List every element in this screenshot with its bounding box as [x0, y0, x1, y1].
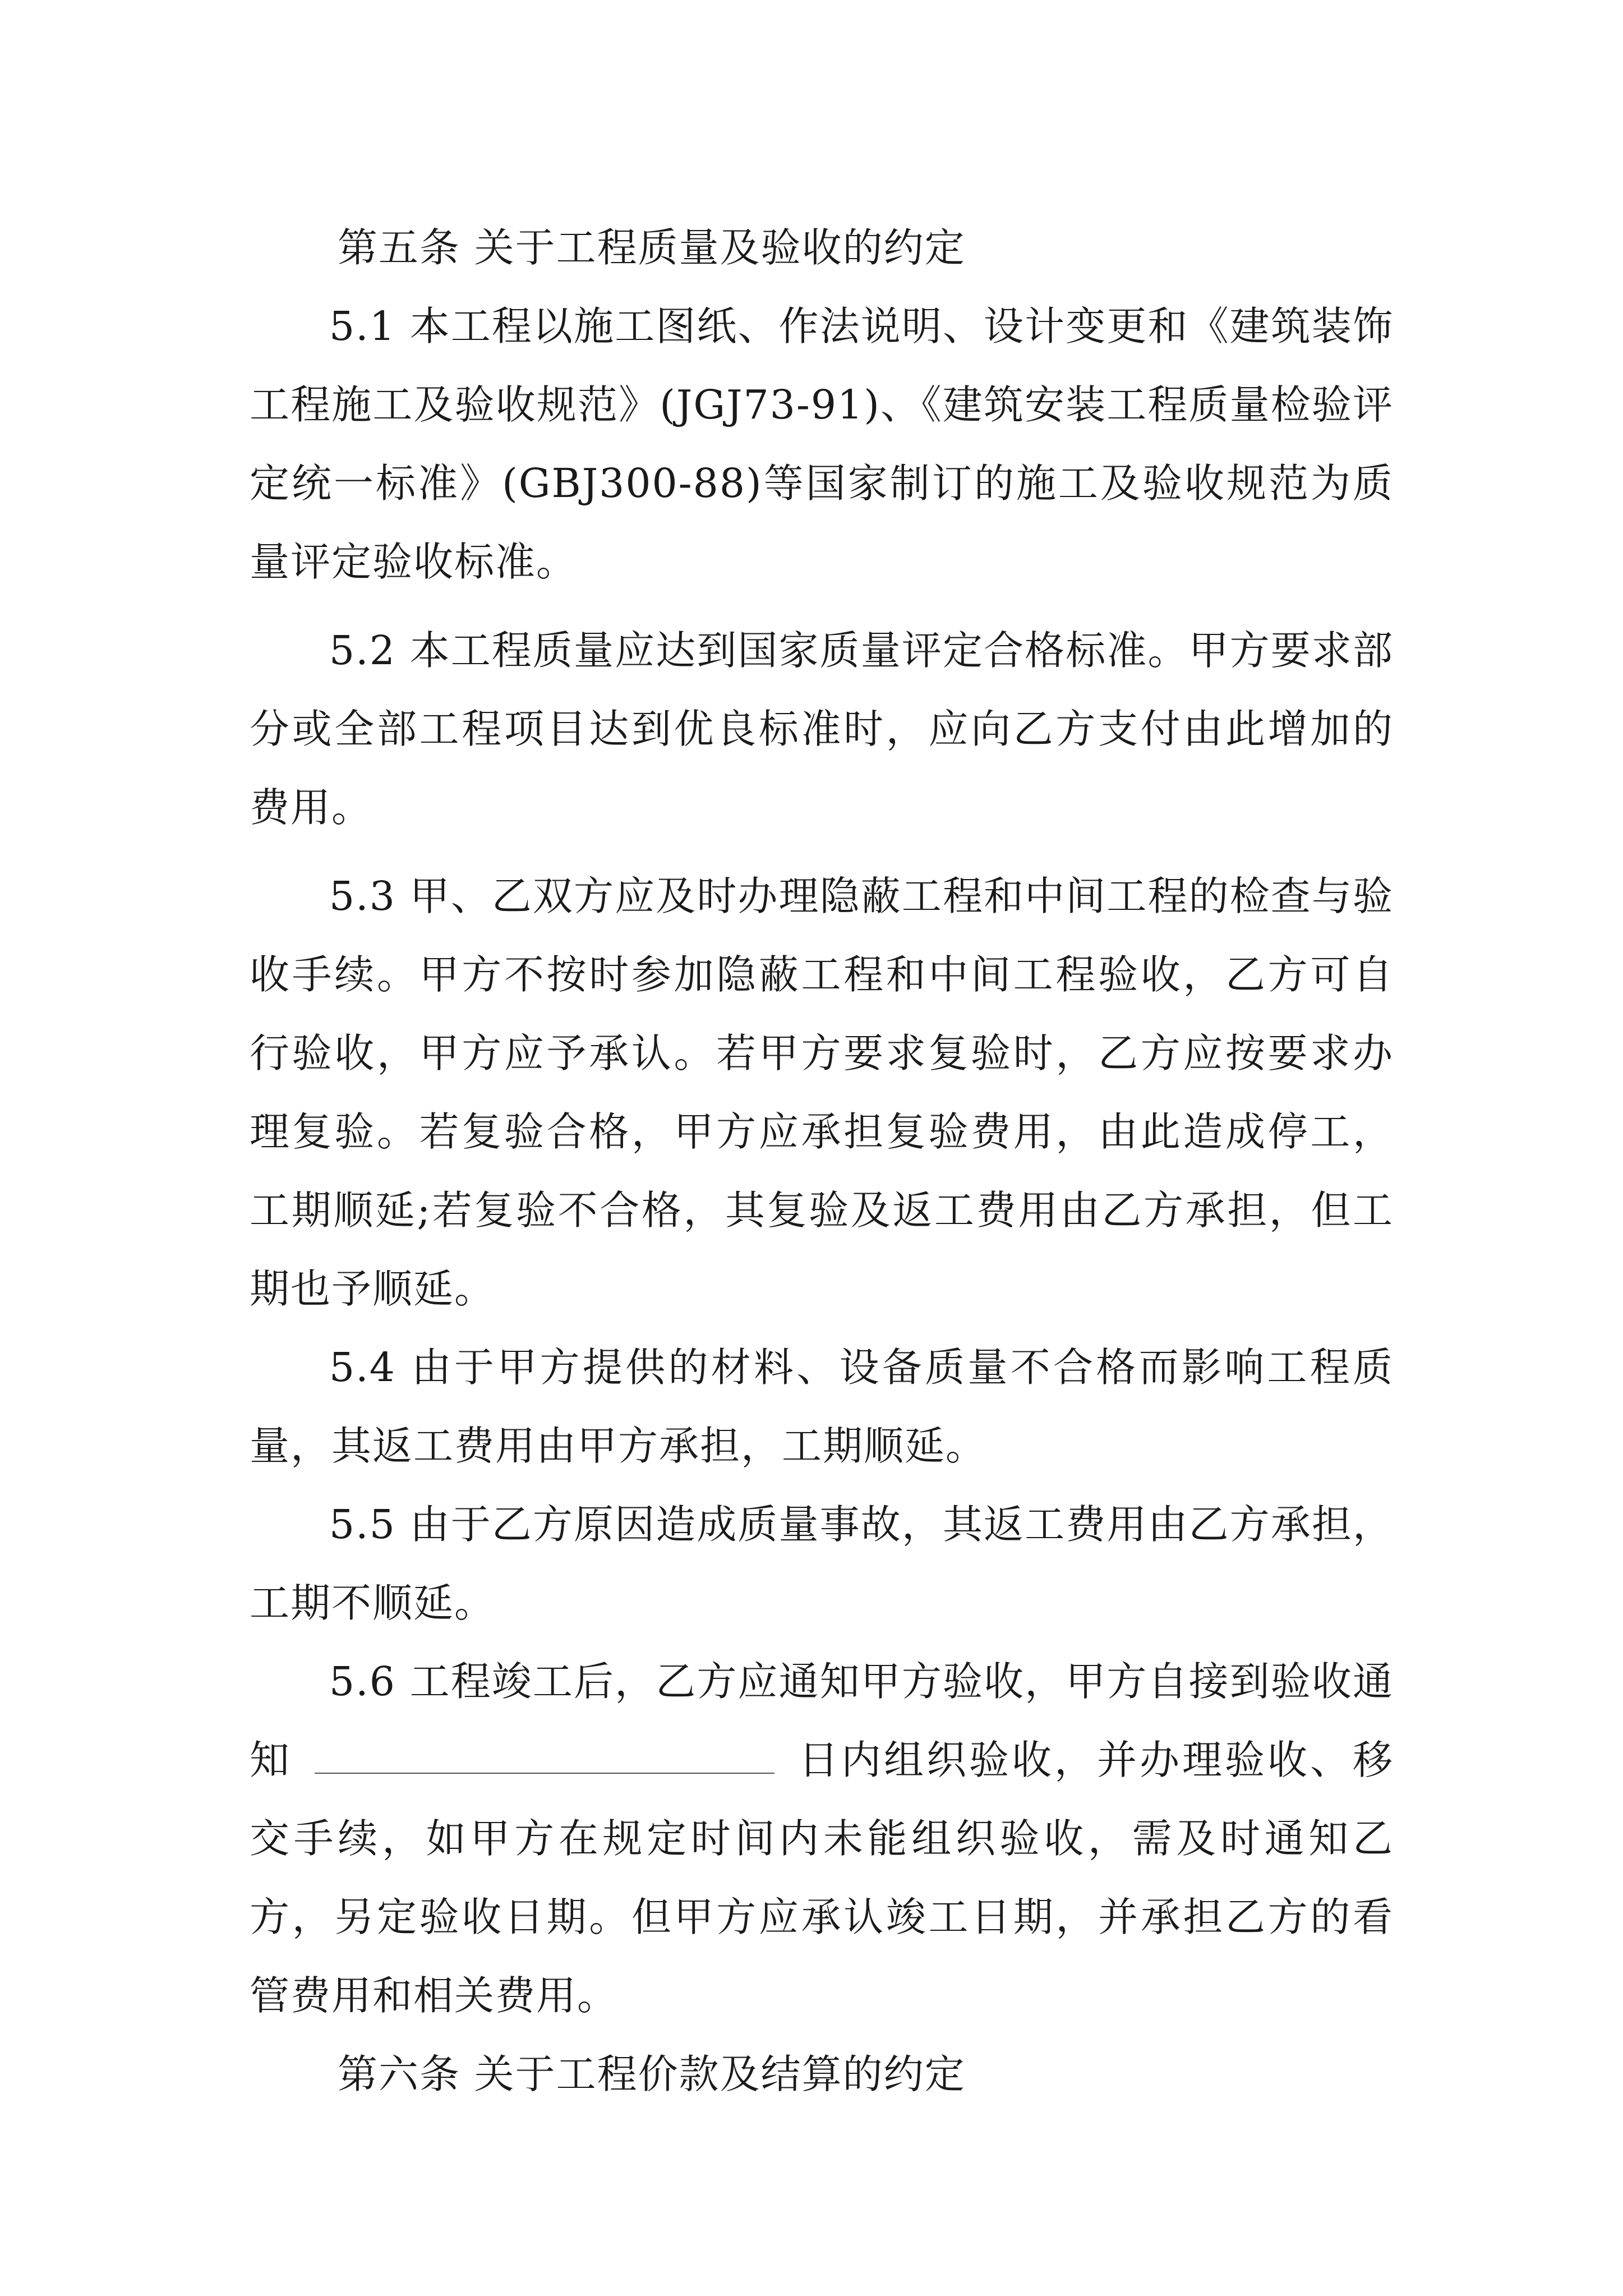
section-6-heading: 第六条 关于工程价款及结算的约定 [338, 2051, 966, 2097]
clause-5-4: 5.4 由于甲方提供的材料、设备质量不合格而影响工程质量，其返工费用由甲方承担，工期顺延。 [250, 1344, 1394, 1469]
days-blank-field[interactable] [315, 1739, 774, 1774]
clause-5-6-before-blank: 5.6 工程竣工后，乙方应通知甲方验收，甲方自接到验收通知 [250, 1658, 1394, 1783]
clause-5-2: 5.2 本工程质量应达到国家质量评定合格标准。甲方要求部分或全部工程项目达到优良标准时，应向乙方支付由此增加的费用。 [250, 627, 1394, 831]
clause-5-3: 5.3 甲、乙双方应及时办理隐蔽工程和中间工程的检查与验收手续。甲方不按时参加隐蔽工程和中间工程验收，乙方可自行验收，甲方应予承认。若甲方要求复验时，乙方应按要求办理复验。若复验合格，甲方应承担复验费用，由此造成停工，工期顺延;若复验不合格，其复验及返工费用由乙方承担，但工期也予顺延。 [250, 873, 1394, 1312]
clause-5-6 [250, 1642, 1394, 2035]
document-page [250, 209, 1394, 2114]
section-5-heading: 第五条 关于工程质量及验收的约定 [338, 224, 966, 271]
clause-5-1: 5.1 本工程以施工图纸、作法说明、设计变更和《建筑装饰工程施工及验收规范》(JGJ73-91)、《建筑安装工程质量检验评定统一标准》(GBJ300-88)等国家制订的施工及验收规范为质量评定验收标准。 [250, 303, 1394, 585]
clause-5-6-after-blank: 日内组织验收，并办理验收、移交手续，如甲方在规定时间内未能组织验收，需及时通知乙方，另定验收日期。但甲方应承认竣工日期，并承担乙方的看管费用和相关费用。 [250, 1737, 1394, 2019]
clause-5-5: 5.5 由于乙方原因造成质量事故，其返工费用由乙方承担，工期不顺延。 [250, 1501, 1394, 1626]
